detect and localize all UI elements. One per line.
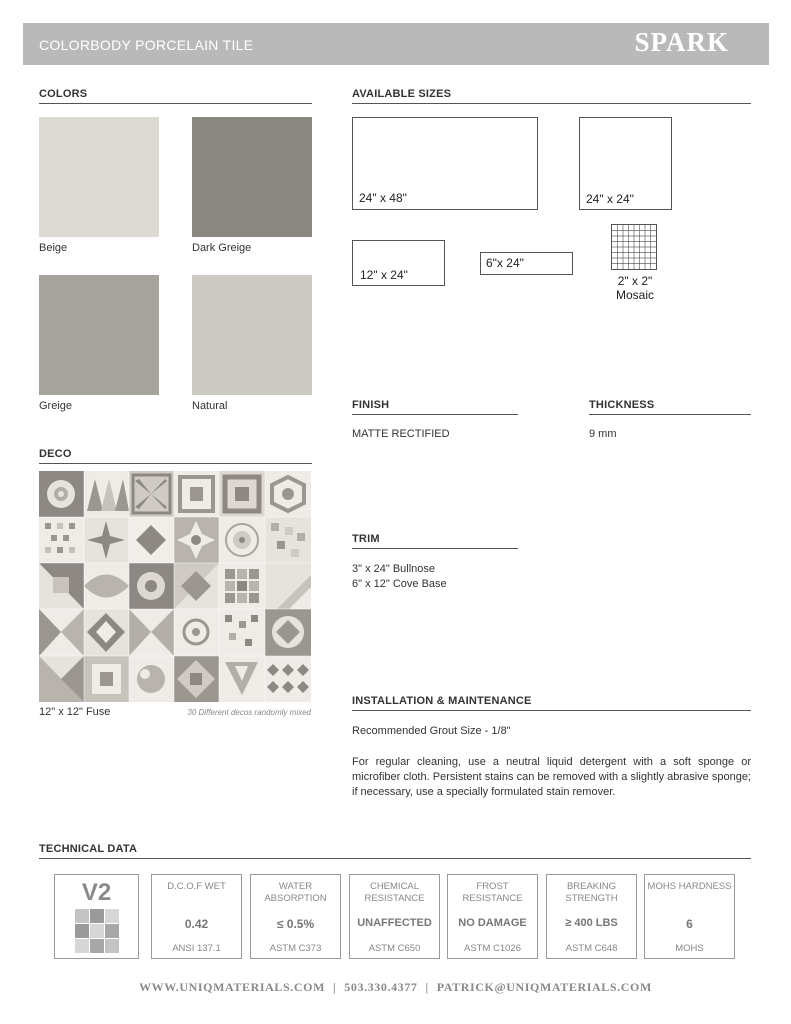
size-label-24x48: 24" x 48" xyxy=(359,191,407,205)
finish-value: MATTE RECTIFIED xyxy=(352,428,450,440)
tech-card-breaking-strength xyxy=(546,874,637,959)
mosaic-grid-icon xyxy=(612,225,656,269)
header-banner xyxy=(23,23,769,65)
footer-phone[interactable]: 503.330.4377 xyxy=(344,980,418,994)
brand-name: SPARK xyxy=(634,27,729,57)
tech-value: UNAFFECTED xyxy=(357,917,432,929)
technical-data-heading: TECHNICAL DATA xyxy=(39,843,751,859)
trim-item-cove-base: 6" x 12" Cove Base xyxy=(352,578,447,590)
tech-title: WATER ABSORPTION xyxy=(264,881,327,904)
deco-pattern-graphic xyxy=(39,471,311,702)
size-label-6x24: 6"x 24" xyxy=(486,256,524,270)
footer-separator: | xyxy=(425,980,429,994)
tech-card-dcof xyxy=(151,874,242,959)
color-label-dark-greige: Dark Greige xyxy=(192,242,252,254)
deco-tile-image xyxy=(39,471,311,702)
thickness-value: 9 mm xyxy=(589,428,617,440)
trim-item-bullnose: 3" x 24" Bullnose xyxy=(352,563,436,575)
deco-heading: DECO xyxy=(39,448,312,464)
grout-size-text: Recommended Grout Size - 1/8" xyxy=(352,725,511,737)
footer-email-link[interactable]: PATRICK@UNIQMATERIALS.COM xyxy=(436,980,652,994)
tech-value: ≤ 0.5% xyxy=(276,917,315,931)
tech-standard: ASTM C1026 xyxy=(463,943,522,954)
mosaic-grid-outline xyxy=(611,224,657,270)
color-label-natural: Natural xyxy=(192,400,228,412)
footer-website-link[interactable]: WWW.UNIQMATERIALS.COM xyxy=(139,980,326,994)
color-label-beige: Beige xyxy=(39,242,68,254)
tech-card-frost-resistance xyxy=(447,874,538,959)
shade-variation-icon xyxy=(75,909,119,953)
tech-value: ≥ 400 LBS xyxy=(565,917,618,929)
tech-standard: ASTM C648 xyxy=(565,943,618,954)
tech-standard: ANSI 137.1 xyxy=(172,943,221,954)
color-label-greige: Greige xyxy=(39,400,73,412)
available-sizes-heading: AVAILABLE SIZES xyxy=(352,88,751,104)
trim-heading: TRIM xyxy=(352,533,518,549)
installation-heading: INSTALLATION & MAINTENANCE xyxy=(352,695,751,711)
tech-standard: MOHS xyxy=(675,943,704,954)
variation-card xyxy=(54,874,139,959)
mosaic-name: Mosaic xyxy=(615,288,654,302)
mosaic-label xyxy=(597,274,673,302)
contact-footer xyxy=(0,980,791,995)
colors-heading: COLORS xyxy=(39,88,312,104)
tech-value: 6 xyxy=(686,917,693,931)
tech-value: 0.42 xyxy=(184,917,209,931)
tech-title: CHEMICAL RESISTANCE xyxy=(364,881,425,904)
cleaning-instructions: For regular cleaning, use a neutral liquid detergent with a soft sponge or microfiber cloth. Persistent stains can be removed with a slightly abrasive sponge; if necessary, use a specially formulated stain remover. xyxy=(352,756,751,798)
deco-label: 12" x 12" Fuse xyxy=(39,706,111,718)
tech-standard: ASTM C650 xyxy=(368,943,421,954)
tech-title: D.C.O.F WET xyxy=(167,881,226,892)
size-label-12x24: 12" x 24" xyxy=(360,268,408,282)
tech-title: MOHS HARDNESS xyxy=(647,881,732,892)
tech-card-mohs-hardness xyxy=(644,874,735,959)
footer-separator: | xyxy=(333,980,337,994)
finish-heading: FINISH xyxy=(352,399,518,415)
tech-title: BREAKING STRENGTH xyxy=(565,881,618,904)
mosaic-size: 2" x 2" xyxy=(617,274,653,288)
variation-rating: V2 xyxy=(81,879,112,906)
deco-note: 30 Different decos randomly mixed xyxy=(187,708,311,717)
thickness-heading: THICKNESS xyxy=(589,399,751,415)
color-swatch-greige xyxy=(39,275,159,395)
product-category-title: COLORBODY PORCELAIN TILE xyxy=(39,37,254,53)
color-swatch-natural xyxy=(192,275,312,395)
tech-card-water-absorption xyxy=(250,874,341,959)
tech-card-chemical-resistance xyxy=(349,874,440,959)
tech-title: FROST RESISTANCE xyxy=(462,881,523,904)
tech-value: NO DAMAGE xyxy=(458,917,527,929)
color-swatch-beige xyxy=(39,117,159,237)
size-label-24x24: 24" x 24" xyxy=(586,192,634,206)
color-swatch-dark-greige xyxy=(192,117,312,237)
tech-standard: ASTM C373 xyxy=(269,943,322,954)
